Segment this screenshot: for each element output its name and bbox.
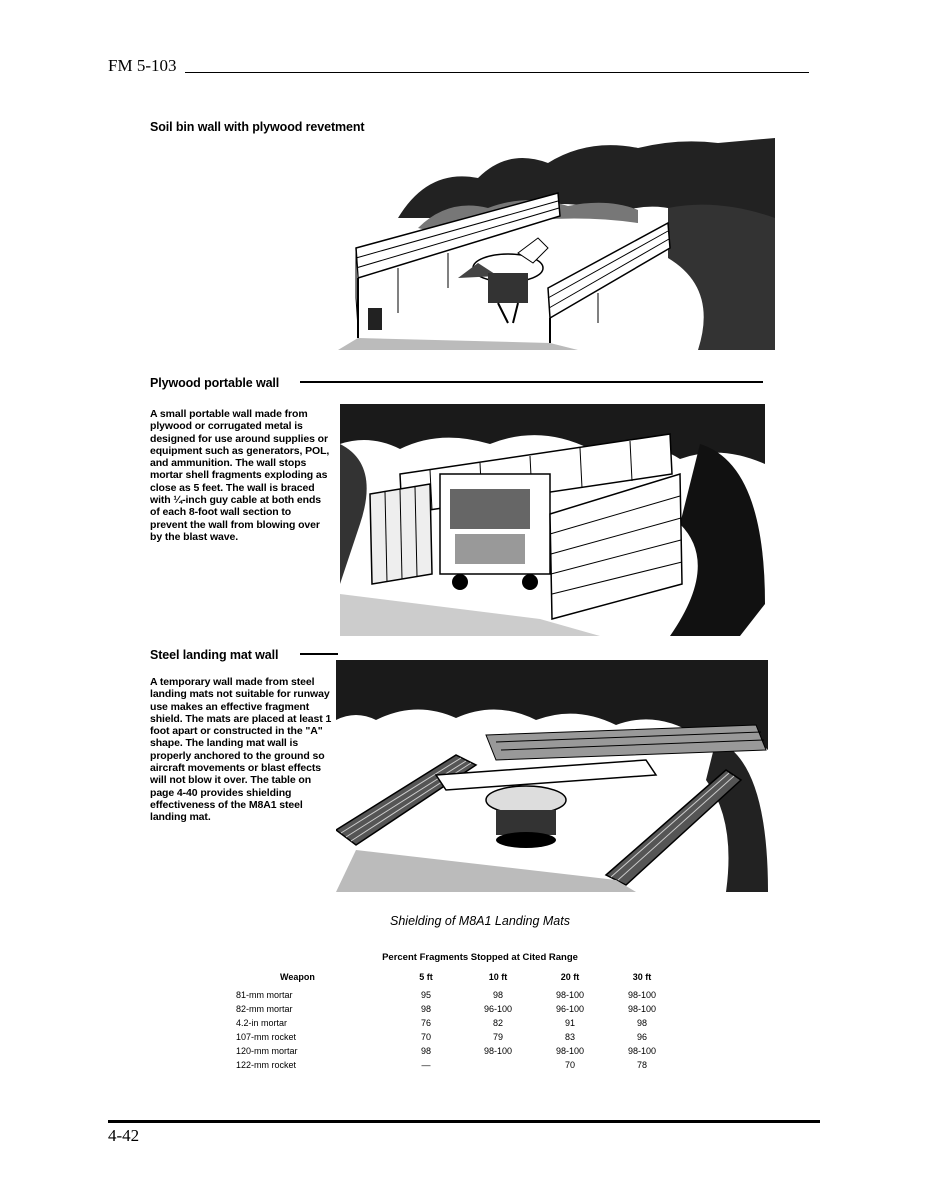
table-cell: 98-100: [555, 990, 585, 1000]
column-header: Weapon: [280, 972, 315, 982]
table-row: [236, 1030, 678, 1044]
table-cell: 98: [492, 990, 503, 1000]
column-header: 30 ft: [632, 972, 652, 982]
table-cell: 81-mm mortar: [236, 990, 293, 1000]
table-cell: 98-100: [627, 1046, 657, 1056]
caption-rule: [300, 653, 338, 655]
table-row: [236, 1044, 678, 1058]
table-cell: —: [421, 1060, 431, 1070]
table-cell: 98-100: [483, 1046, 513, 1056]
shielding-table: [236, 970, 678, 1072]
caption-soil-bin-wall: Soil bin wall with plywood revetment: [150, 120, 365, 134]
table-cell: 96-100: [555, 1004, 585, 1014]
table-cell: 78: [636, 1060, 647, 1070]
table-cell: 83: [564, 1032, 575, 1042]
table-cell: 98-100: [627, 1004, 657, 1014]
table-cell: 70: [564, 1060, 575, 1070]
page-number: 4-42: [108, 1126, 140, 1145]
table-cell: 98-100: [555, 1046, 585, 1056]
table-subtitle: Percent Fragments Stopped at Cited Range: [382, 952, 578, 963]
table-cell: 98: [420, 1046, 431, 1056]
table-cell: 98-100: [627, 990, 657, 1000]
table-cell: 95: [420, 990, 431, 1000]
table-header-row: [236, 970, 678, 988]
table-cell: 96: [636, 1032, 647, 1042]
table-cell: 70: [420, 1032, 431, 1042]
table-cell: 107-mm rocket: [236, 1032, 297, 1042]
column-header: 10 ft: [488, 972, 508, 982]
table-title: Shielding of M8A1 Landing Mats: [390, 914, 570, 928]
table-row: [236, 988, 678, 1002]
illustration-plywood-portable-wall: [340, 404, 765, 636]
column-header: 20 ft: [560, 972, 580, 982]
description-plywood-portable-wall: A small portable wall made from plywood or corrugated metal is designed for use around supplies or equipment such as generators, POL, and ammunition. The wall stops mortar shell fragments exploding as close as 5 feet. The wall is braced with ¼-inch guy cable at both ends of each 8-foot wall section to prevent the wall from blowing over by the blast wave.: [150, 408, 330, 543]
table-cell: 122-mm rocket: [236, 1060, 297, 1070]
table-cell: 82: [492, 1018, 503, 1028]
table-cell: [462, 1058, 534, 1072]
table-row: [236, 1002, 678, 1016]
table-cell: 82-mm mortar: [236, 1004, 293, 1014]
illustration-steel-landing-mat-wall: [336, 660, 768, 892]
table-cell: 120-mm mortar: [236, 1046, 298, 1056]
header-rule: [185, 72, 809, 73]
page-header: FM 5-103: [108, 56, 177, 75]
illustration-soil-bin-wall: [338, 138, 775, 350]
table-cell: 4.2-in mortar: [236, 1018, 288, 1028]
description-steel-landing-mat-wall: A temporary wall made from steel landing mats not suitable for runway use makes an effective fragment shield. The mats are placed at least 1 foot apart or constructed in the "A" shape. The landing mat wall is properly anchored to the ground so aircraft movements or blast effects will not blow it over. The table on page 4-40 provides shielding effectiveness of the M8A1 steel landing mat.: [150, 676, 332, 824]
table-cell: 98: [420, 1004, 431, 1014]
column-header: 5 ft: [419, 972, 433, 982]
caption-rule: [300, 381, 763, 383]
table-cell: 91: [564, 1018, 575, 1028]
footer-rule: [108, 1120, 820, 1123]
table-cell: 79: [492, 1032, 503, 1042]
caption-steel-landing-mat-wall: Steel landing mat wall: [150, 648, 279, 662]
table-cell: 96-100: [483, 1004, 513, 1014]
table-cell: 76: [420, 1018, 431, 1028]
caption-plywood-portable-wall: Plywood portable wall: [150, 376, 280, 390]
table-row: [236, 1016, 678, 1030]
table-row: [236, 1058, 678, 1072]
table-cell: 98: [636, 1018, 647, 1028]
